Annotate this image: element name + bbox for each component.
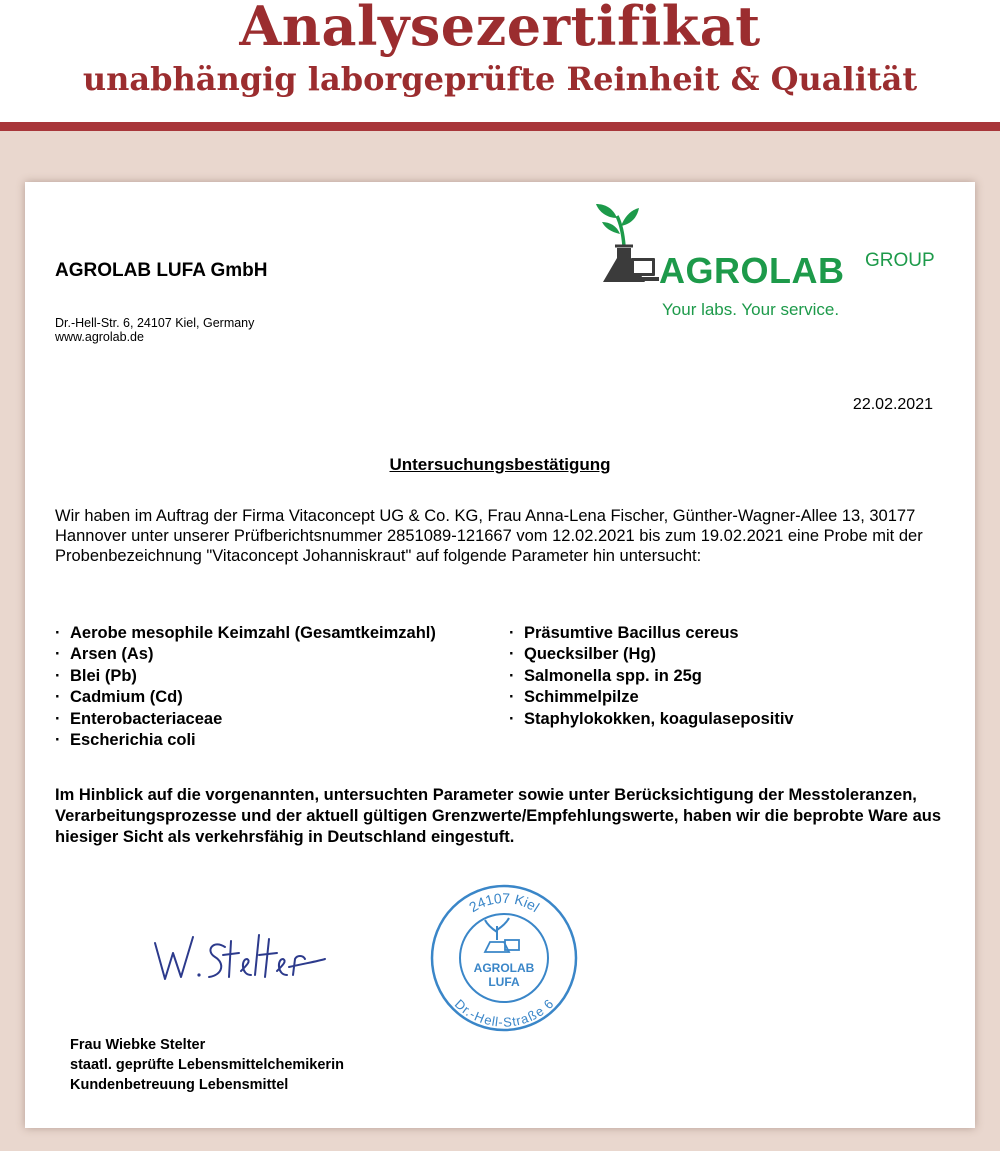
signer-block — [70, 1035, 344, 1095]
list-item: · Quecksilber (Hg) — [509, 644, 794, 665]
stamp-center-line2: LUFA — [488, 975, 520, 989]
handwritten-signature — [147, 925, 327, 995]
parameter-list-right — [509, 623, 794, 730]
stamp-bottom-text: Dr.-Hell-Straße 6 — [451, 996, 557, 1030]
logo-tagline: Your labs. Your service. — [662, 300, 840, 319]
company-name: AGROLAB LUFA GmbH — [55, 260, 268, 281]
list-item: · Blei (Pb) — [55, 666, 436, 687]
plant-flask-laptop-icon — [593, 202, 663, 292]
logo-name: AGROLAB — [659, 250, 845, 291]
stamp-center-line1: AGROLAB — [473, 961, 535, 975]
signer-department: Kundenbetreuung Lebensmittel — [70, 1077, 289, 1093]
list-item: · Salmonella spp. in 25g — [509, 666, 794, 687]
banner-divider — [0, 122, 1000, 131]
company-stamp — [427, 880, 582, 1035]
list-item: · Cadmium (Cd) — [55, 687, 436, 708]
list-item: · Escherichia coli — [55, 730, 436, 751]
address-street: Dr.-Hell-Str. 6, 24107 Kiel, Germany — [55, 316, 255, 330]
stamp-top-text: 24107 Kiel — [466, 889, 543, 916]
address-website: www.agrolab.de — [55, 330, 144, 344]
parameter-list-left — [55, 623, 436, 751]
conclusion-paragraph: Im Hinblick auf die vorgenannten, untersuchten Parameter sowie unter Berücksichtigung der Messtoleranzen, Verarbeitungsprozesse und der aktuell gültigen Grenzwerte/Empfehlungswerte, haben wir die beprobte Ware aus hiesiger Sicht als verkehrsfähig in Deutschland eingestuft. — [55, 786, 941, 846]
header-banner — [0, 0, 1000, 122]
signer-name: Frau Wiebke Stelter — [70, 1037, 206, 1053]
company-address — [55, 316, 254, 344]
intro-paragraph: Wir haben im Auftrag der Firma Vitaconcept UG & Co. KG, Frau Anna-Lena Fischer, Günther-Wagner-Allee 13, 30177 Hannover unter unserer Prüfberichtsnummer 2851089-121667 vom 12.02.2021 bis zum 19.02.2021 eine Probe mit der Probenbezeichnung "Vitaconcept Johanniskraut" auf folgende Parameter hin untersucht: — [55, 507, 923, 565]
document-date: 22.02.2021 — [852, 396, 933, 413]
list-item: · Enterobacteriaceae — [55, 709, 436, 730]
agrolab-logo — [593, 202, 953, 322]
list-item: · Schimmelpilze — [509, 687, 794, 708]
list-item: · Staphylokokken, koagulasepositiv — [509, 709, 794, 730]
signer-role: staatl. geprüfte Lebensmittelchemikerin — [70, 1057, 344, 1073]
page-title: Analysezertifikat — [239, 0, 761, 58]
page-subtitle: unabhängig laborgeprüfte Reinheit & Qualität — [82, 60, 918, 98]
document-title: Untersuchungsbestätigung — [389, 455, 611, 474]
logo-group: GROUP — [865, 250, 935, 271]
list-item: · Aerobe mesophile Keimzahl (Gesamtkeimzahl) — [55, 623, 436, 644]
svg-text:24107 Kiel — [466, 890, 542, 915]
certificate-document — [25, 182, 975, 1128]
list-item: · Arsen (As) — [55, 644, 436, 665]
list-item: · Präsumtive Bacillus cereus — [509, 623, 794, 644]
